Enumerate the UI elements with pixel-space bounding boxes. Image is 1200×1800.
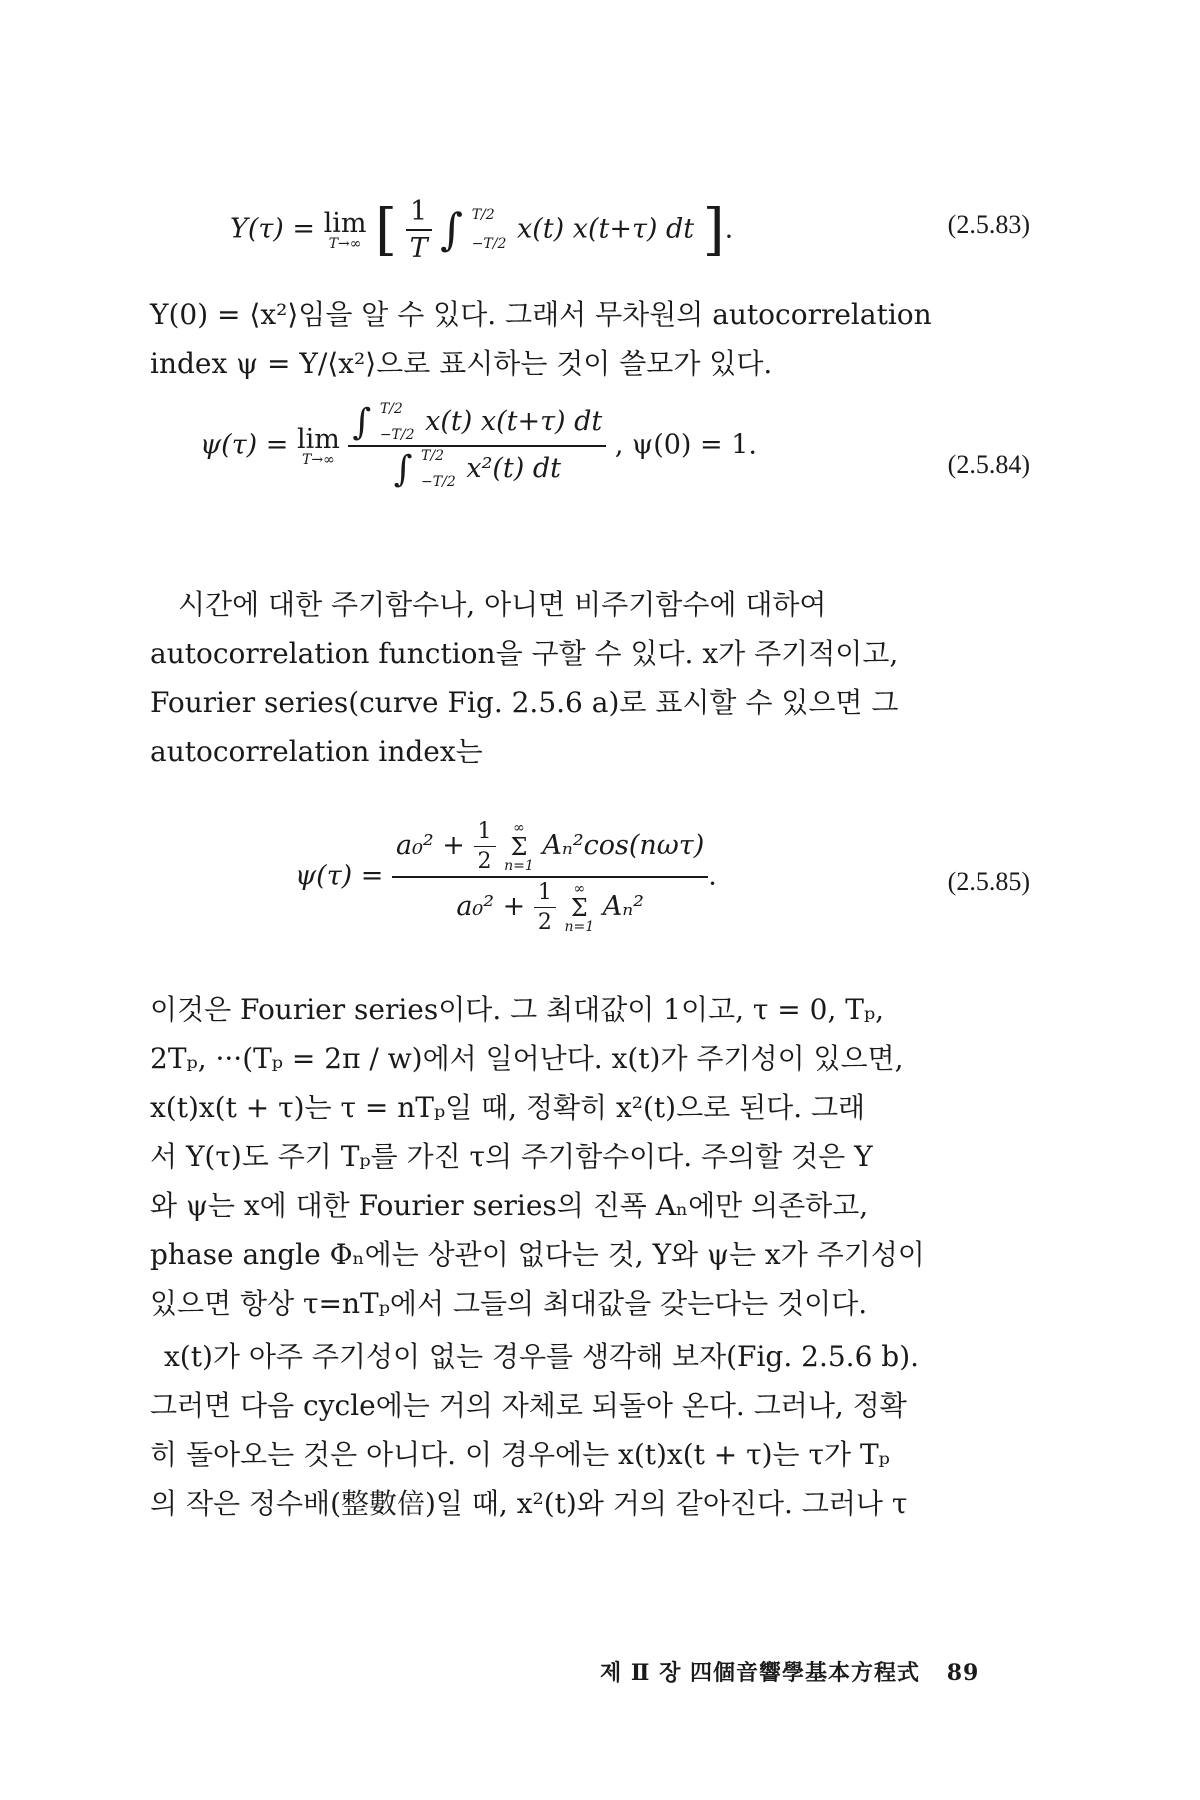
text-line: 있으면 항상 τ=nTₚ에서 그들의 최대값을 갖는다는 것이다. [150, 1287, 868, 1320]
eq85-lhs: ψ(τ) = [295, 860, 384, 892]
text-line: 시간에 대한 주기함수나, 아니면 비주기함수에 대하여 [178, 588, 827, 621]
eq83-left-bracket: [ [375, 197, 397, 263]
text-line: Υ(0) = ⟨x²⟩임을 알 수 있다. 그래서 무차원의 autocorrelation [150, 298, 932, 331]
eq84-lhs: ψ(τ) = [200, 429, 289, 461]
text-line: 그러면 다음 cycle에는 거의 자체로 되돌아 온다. 그러나, 정확 [150, 1389, 907, 1422]
integral-sign-icon: ∫ [440, 204, 464, 256]
summation-icon: ∞ Σ n=1 [564, 880, 595, 935]
text-line: 이것은 Fourier series이다. 그 최대값이 1이고, τ = 0, Tₚ, [150, 993, 885, 1026]
text-line: autocorrelation function을 구할 수 있다. x가 주기적이고, [150, 637, 899, 670]
paragraph-1 [150, 290, 1030, 388]
eq84-fraction: ∫ T/2 −T/2 x(t) x(t+τ) dt ∫ T/2 −T/2 x²(t) dt [348, 402, 606, 490]
equation-2-5-83: Υ(τ) = lim T→∞ [ $\frac{1}{T}$ ∫ T/2 −T/2 x(t) x(t+τ) dt ]. (2.5.83) [230, 196, 1030, 264]
paragraph-4 [150, 1332, 1030, 1528]
integral-sign-icon: ∫ [352, 402, 372, 443]
eq83-lim: lim T→∞ [323, 207, 367, 252]
text-line: autocorrelation index는 [150, 735, 483, 768]
eq83-lhs: Υ(τ) = [230, 213, 316, 245]
text-line: phase angle Φₙ에는 상관이 없다는 것, Υ와 ψ는 x가 주기성이 [150, 1238, 925, 1271]
equation-2-5-85: ψ(τ) = a₀² + $\frac{1}{2}$ ∞ Σ n=1 Aₙ²cos(nωτ) a₀² + $\frac{1}{2}$ ∞ Σ n=1 Aₙ² . (2.5.85) [295, 819, 1030, 935]
text-line: 2Tₚ, ···(Tₚ = 2π / w)에서 일어난다. x(t)가 주기성이 있으면, [150, 1042, 904, 1075]
paragraph-3 [150, 985, 1030, 1328]
text-line: 의 작은 정수배(整數倍)일 때, x²(t)와 거의 같아진다. 그러나 τ [150, 1487, 908, 1520]
text-line: Fourier series(curve Fig. 2.5.6 a)로 표시할 수 있으면 그 [150, 686, 899, 719]
equation-2-5-84 [150, 398, 1030, 538]
chapter-title: 제 Ⅱ 장 四個音響學基本方程式 [600, 1660, 921, 1686]
equation-number: (2.5.84) [947, 450, 1030, 479]
eq84-lim: lim T→∞ [296, 423, 340, 468]
eq84-den-integrand: x²(t) dt [466, 453, 562, 484]
equation-number: (2.5.83) [947, 210, 1030, 239]
text-line: 히 돌아오는 것은 아니다. 이 경우에는 x(t)x(t + τ)는 τ가 Tₚ [150, 1438, 890, 1471]
eq85-fraction: a₀² + $\frac{1}{2}$ ∞ Σ n=1 Aₙ²cos(nωτ) a₀² + $\frac{1}{2}$ ∞ Σ n=1 Aₙ² [392, 819, 708, 935]
paragraph-2 [150, 580, 1030, 776]
text-line: 서 Υ(τ)도 주기 Tₚ를 가진 τ의 주기함수이다. 주의할 것은 Υ [150, 1140, 873, 1173]
eq83-right-bracket: ] [702, 197, 725, 263]
equation-number: (2.5.85) [947, 867, 1030, 896]
summation-icon: ∞ Σ n=1 [504, 819, 534, 874]
page-footer [600, 1656, 979, 1687]
eq83-integrand: x(t) x(t+τ) dt [517, 213, 695, 245]
page-number: 89 [946, 1660, 980, 1686]
integral-sign-icon: ∫ [393, 449, 413, 490]
text-line: x(t)x(t + τ)는 τ = nTₚ일 때, 정확히 x²(t)으로 된다. 그래 [150, 1091, 866, 1124]
eq84-tail: , ψ(0) = 1. [614, 429, 757, 461]
text-line: index ψ = Υ/⟨x²⟩으로 표시하는 것이 쓸모가 있다. [150, 347, 773, 380]
text-line: x(t)가 아주 주기성이 없는 경우를 생각해 보자(Fig. 2.5.6 b). [164, 1340, 920, 1373]
text-line: 와 ψ는 x에 대한 Fourier series의 진폭 Aₙ에만 의존하고, [150, 1189, 869, 1222]
eq84-num-integrand: x(t) x(t+τ) dt [425, 406, 603, 437]
eq83-fraction: $\frac{1}{T}$ [406, 196, 432, 264]
eq83-limits: T/2 −T/2 [471, 206, 507, 252]
